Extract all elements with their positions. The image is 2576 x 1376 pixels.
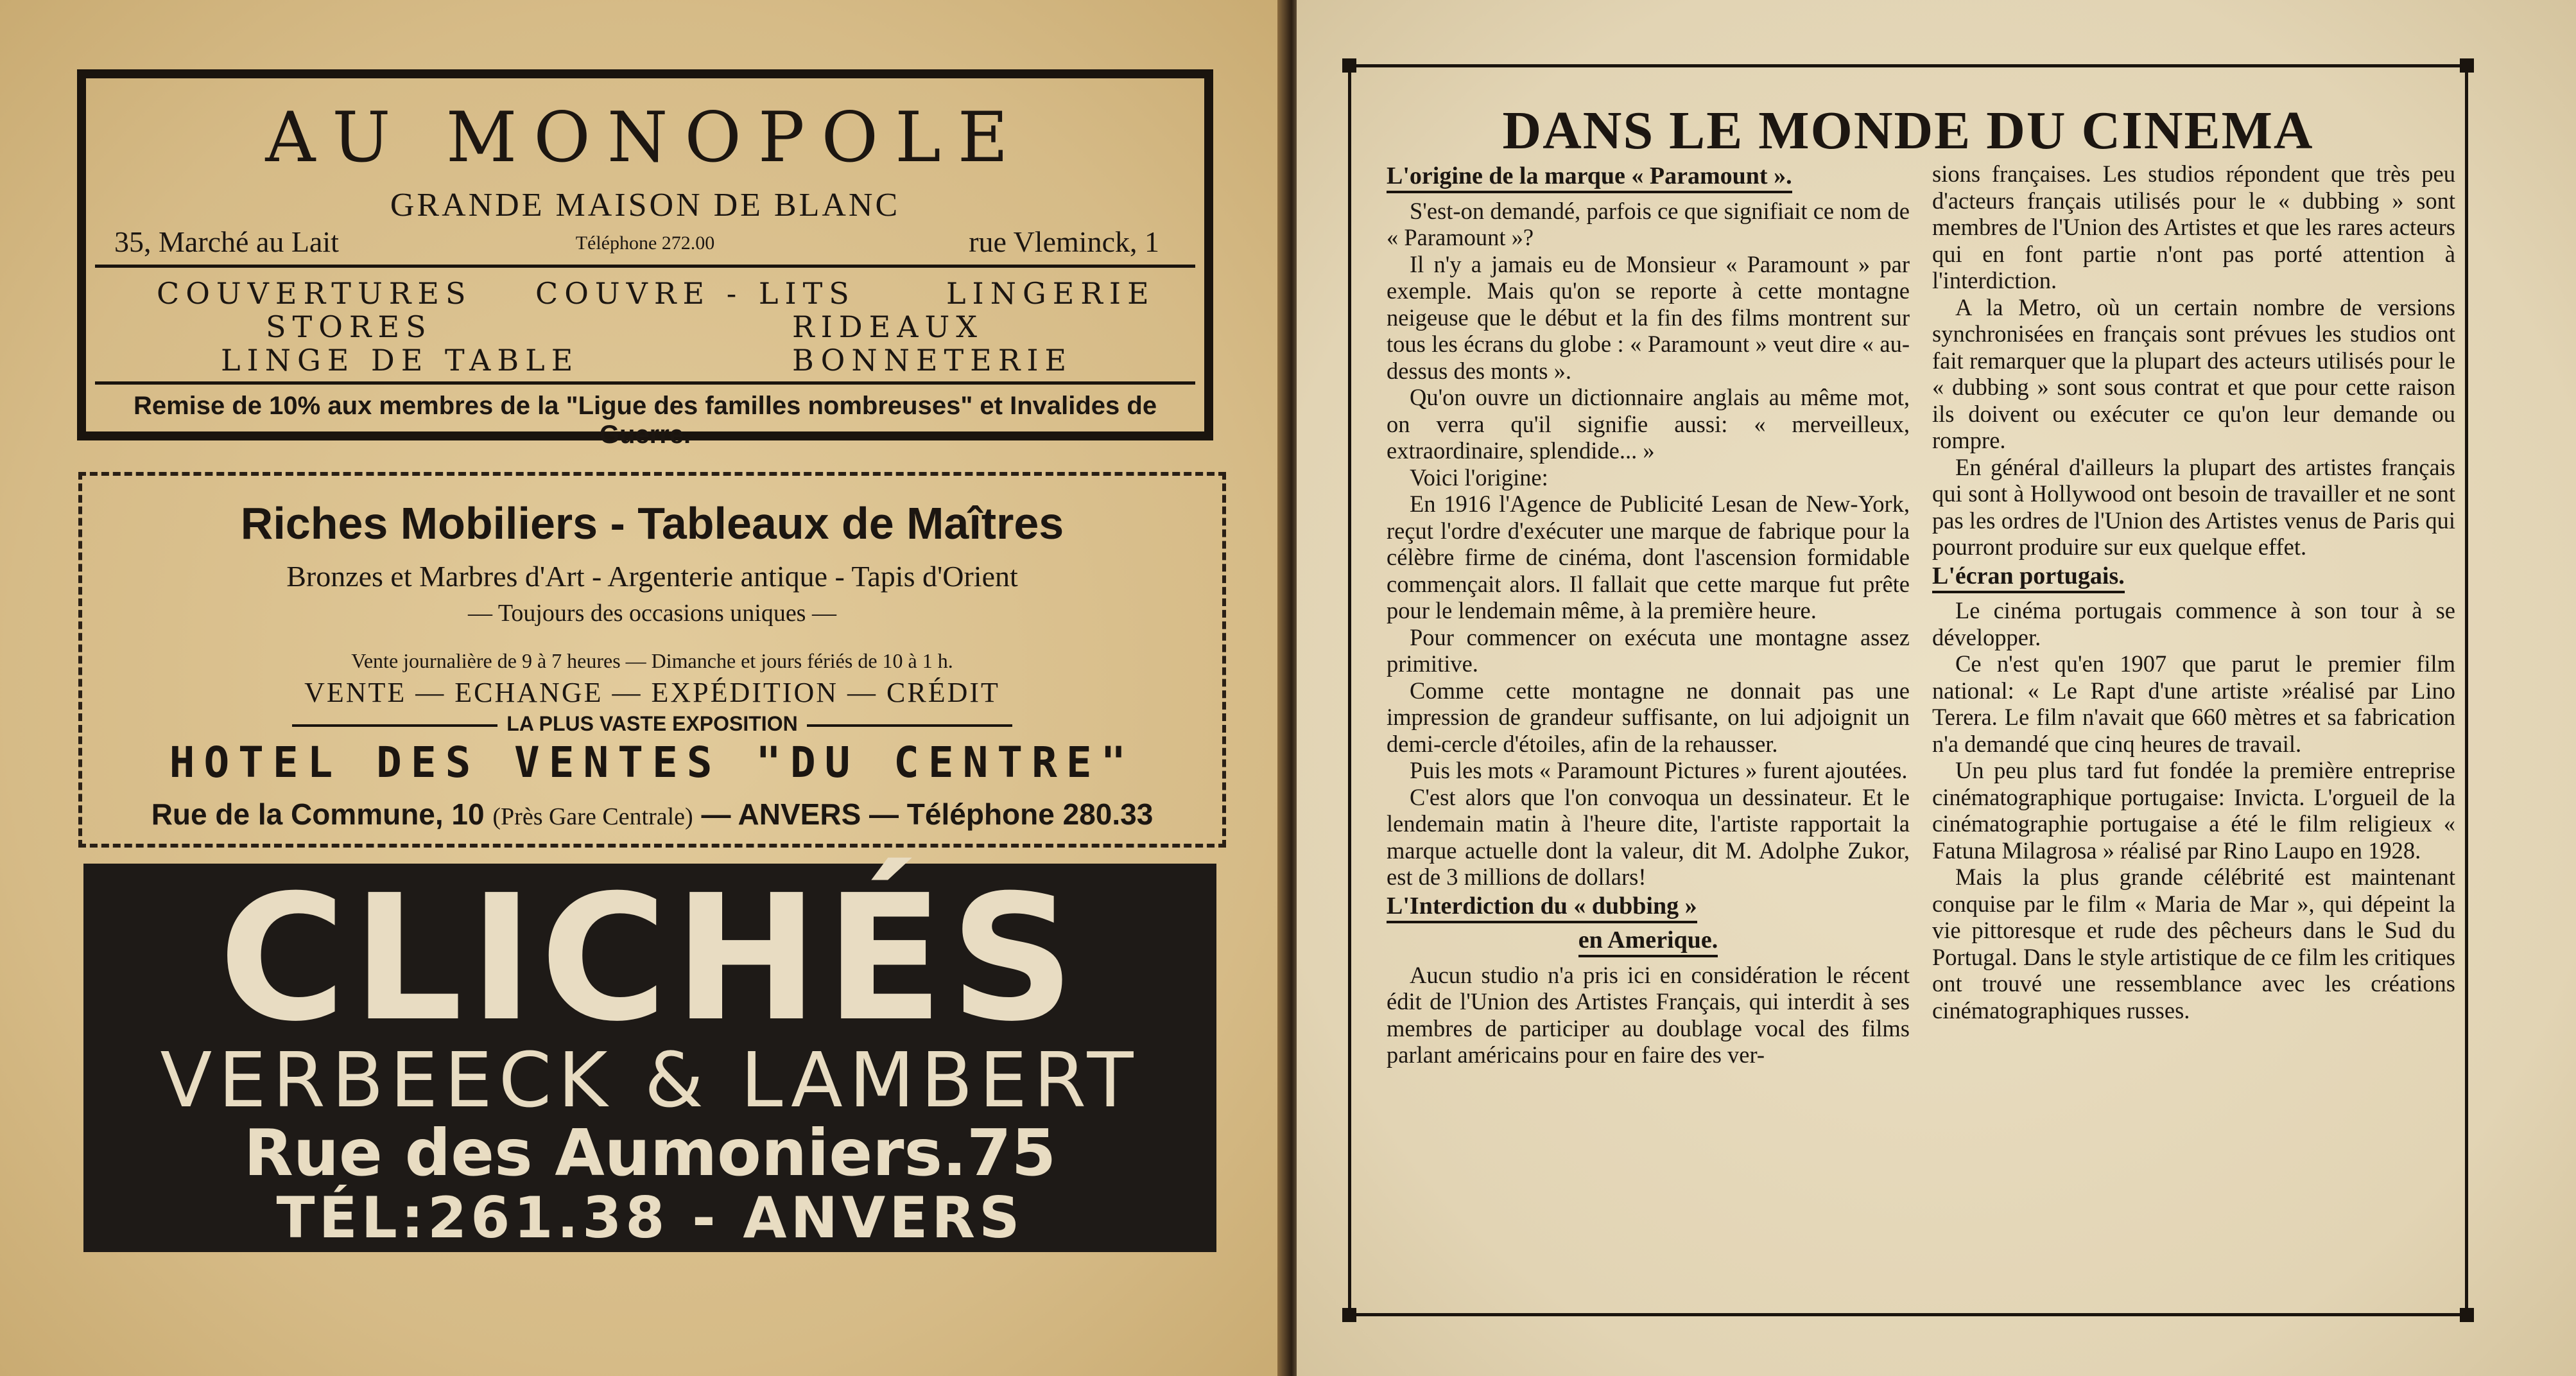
ad-riches-address-street: Rue de la Commune, 10 bbox=[151, 797, 485, 831]
section-heading bbox=[1932, 563, 2455, 590]
corner-ornament-icon bbox=[1342, 1308, 1356, 1322]
article-paragraph: En général d'ailleurs la plupart des artistes français qui sont à Hollywood ont besoin de travailler et ne sont pas les ordres de l'Union des Artistes venus de Paris qui pourront produire sur eux quelque effet. bbox=[1932, 453, 2455, 560]
divider bbox=[807, 724, 1012, 727]
article-paragraph: Il n'y a jamais eu de Monsieur « Paramount » par exemple. Mais qu'on se reporte à cette montagne neigeuse que le début et la fin des films montrent sur tous les écrans du globe : « Paramount » veut dire « au-dessus des monts ». bbox=[1387, 250, 1910, 384]
ad-riches-mobiliers bbox=[78, 472, 1226, 848]
ad-riches-hours: Vente journalière de 9 à 7 heures — Dimanche et jours fériés de 10 à 1 h. bbox=[351, 649, 953, 672]
ad-monopole-address-right: rue Vleminck, 1 bbox=[969, 225, 1159, 258]
article-paragraph: S'est-on demandé, parfois ce que signifiait ce nom de « Paramount »? bbox=[1387, 197, 1910, 250]
ad-riches-expo bbox=[82, 712, 1222, 736]
article-paragraph: Qu'on ouvre un dictionnaire anglais au même mot, on verra qu'il signifie aussi: « merveilleux, extraordinaire, splendide... » bbox=[1387, 384, 1910, 464]
section-heading-text: L'écran portugais. bbox=[1932, 562, 2125, 593]
article-title: DANS LE MONDE DU CINEMA bbox=[1502, 101, 2314, 161]
corner-ornament-icon bbox=[2460, 58, 2474, 73]
ad-cliches-name: VERBEECK & LAMBERT bbox=[160, 1036, 1140, 1124]
ad-monopole-item: COUVRE - LITS bbox=[535, 276, 856, 311]
ad-monopole-item: LINGE DE TABLE bbox=[221, 343, 580, 378]
ad-monopole-phone: Téléphone 272.00 bbox=[575, 232, 715, 254]
ad-monopole-item: BONNETERIE bbox=[792, 343, 1073, 378]
right-page bbox=[1297, 0, 2576, 1376]
article-paragraph: Un peu plus tard fut fondée la première entreprise cinématographique portugaise: Invicta. L'orgueil de la cinématographie portugaise a été le film religieux « Fatuna Milagrosa » réalisé par Rino Laupo en 1928. bbox=[1932, 757, 2455, 864]
corner-ornament-icon bbox=[2460, 1308, 2474, 1322]
article-paragraph: sions françaises. Les studios répondent que très peu d'acteurs français utilisés pour le « dubbing » sont membres de l'Union des Artistes et que les rares acteurs qui en font partie n'ont pas porté attention à l'interdiction. bbox=[1932, 161, 2455, 293]
article-paragraph: Aucun studio n'a pris ici en considération le récent édit de l'Union des Artistes Français, qui interdit à ses membres de participer au doublage vocal des films parlant américains pour en faire des ver- bbox=[1387, 961, 1910, 1068]
ad-riches-title: Riches Mobiliers - Tableaux de Maîtres bbox=[240, 498, 1064, 548]
section-heading bbox=[1387, 893, 1910, 920]
section-heading bbox=[1387, 163, 1910, 190]
ad-au-monopole bbox=[77, 69, 1213, 449]
corner-ornament-icon bbox=[1342, 58, 1356, 73]
ad-riches-expo-label: LA PLUS VASTE EXPOSITION bbox=[506, 712, 798, 735]
article-column-right bbox=[1932, 161, 2455, 1023]
ad-cliches-street: Rue des Aumoniers.75 bbox=[243, 1115, 1057, 1190]
ad-cliches-phone: TÉL:261.38 - ANVERS bbox=[276, 1185, 1024, 1251]
ad-riches-line3: — Toujours des occasions uniques — bbox=[468, 600, 836, 627]
article-paragraph: Puis les mots « Paramount Pictures » furent ajoutées. bbox=[1410, 757, 1908, 783]
article-paragraph: Le cinéma portugais commence à son tour à se développer. bbox=[1932, 597, 2455, 650]
ad-riches-sales: VENTE — ECHANGE — EXPÉDITION — CRÉDIT bbox=[304, 677, 1000, 708]
ad-riches-address bbox=[82, 797, 1222, 832]
article-paragraph: A la Metro, où un certain nombre de versions synchronisées en français sont prévues les studios ont fait remarquer que la plupart des acteurs utilisés pour le « dubbing » sont sous contrat et que pour cette raison ils doivent ou exécuter ce qu'on leur demande ou rompre. bbox=[1932, 293, 2455, 453]
section-heading-text: en Amerique. bbox=[1578, 927, 1718, 957]
ad-monopole-item: STORES bbox=[266, 309, 433, 344]
article-column-left bbox=[1387, 161, 1910, 1068]
section-heading-text: L'origine de la marque « Paramount ». bbox=[1387, 162, 1792, 193]
article-paragraph: Voici l'origine: bbox=[1410, 464, 1548, 491]
article-paragraph: En 1916 l'Agence de Publicité Lesan de New-York, reçut l'ordre d'exécuter une marque de fabrique pour la célèbre firme de cinéma, dont l'ascension formidable commençait alors. Il fallait que cette marque fut prête pour le lendemain même, à la première heure. bbox=[1387, 491, 1910, 623]
article-paragraph: Ce n'est qu'en 1907 que parut le premier film national: « Le Rapt d'une artiste »réalisé par Lino Terera. Le film n'avait que 660 mètres et sa fabrication n'a demandé que cinq heures de travail. bbox=[1932, 650, 2455, 757]
ad-monopole-title: AU MONOPOLE bbox=[265, 98, 1025, 178]
divider bbox=[95, 381, 1195, 385]
ad-monopole-address-left: 35, Marché au Lait bbox=[114, 225, 339, 258]
section-heading bbox=[1387, 927, 1910, 954]
article-frame bbox=[1348, 64, 2468, 1316]
article-paragraph: C'est alors que l'on convoqua un dessinateur. Et le lendemain matin à l'heure dite, l'artiste rapportait la marque actuelle dont la valeur, dit M. Adolphe Zukor, est de 3 millions de dollars! bbox=[1387, 783, 1910, 890]
ad-monopole-item: COUVERTURES bbox=[157, 276, 472, 311]
divider bbox=[95, 265, 1195, 268]
ad-riches-line2: Bronzes et Marbres d'Art - Argenterie antique - Tapis d'Orient bbox=[286, 560, 1018, 593]
ad-riches-address-note: (Près Gare Centrale) bbox=[492, 803, 693, 830]
ad-cliches-title: CLICHÉS bbox=[218, 857, 1082, 1059]
ad-riches-address-city: — ANVERS — Téléphone 280.33 bbox=[701, 797, 1154, 831]
ad-cliches bbox=[83, 857, 1216, 1252]
article-paragraph: Mais la plus grande célébrité est maintenant conquise par le film « Maria de Mar », qui dépeint la vie pittoresque et rude des pêcheurs dans le Sud du Portugal. Dans le style artistique de ce film les critiques ont trouvé une ressemblance avec les créations cinématographiques russes. bbox=[1932, 864, 2455, 1023]
ad-monopole-item: LINGERIE bbox=[946, 276, 1155, 311]
section-heading-text: L'Interdiction du « dubbing » bbox=[1387, 893, 1697, 923]
ad-monopole-subtitle: GRANDE MAISON DE BLANC bbox=[390, 187, 901, 223]
article-paragraph: Comme cette montagne ne donnait pas une impression de grandeur suffisante, on lui adjoignit un demi-cercle d'étoiles, afin de la rehausser. bbox=[1387, 677, 1910, 757]
left-page bbox=[0, 0, 1286, 1376]
ad-monopole-item: RIDEAUX bbox=[792, 309, 984, 344]
ad-monopole-footer: Remise de 10% aux membres de la "Ligue des familles nombreuses" et Invalides de Guerre. bbox=[133, 392, 1157, 449]
article-paragraph: Pour commencer on exécuta une montagne assez primitive. bbox=[1387, 623, 1910, 677]
ad-riches-hotel: HOTEL DES VENTES "DU CENTRE" bbox=[169, 738, 1136, 787]
divider bbox=[292, 724, 497, 727]
